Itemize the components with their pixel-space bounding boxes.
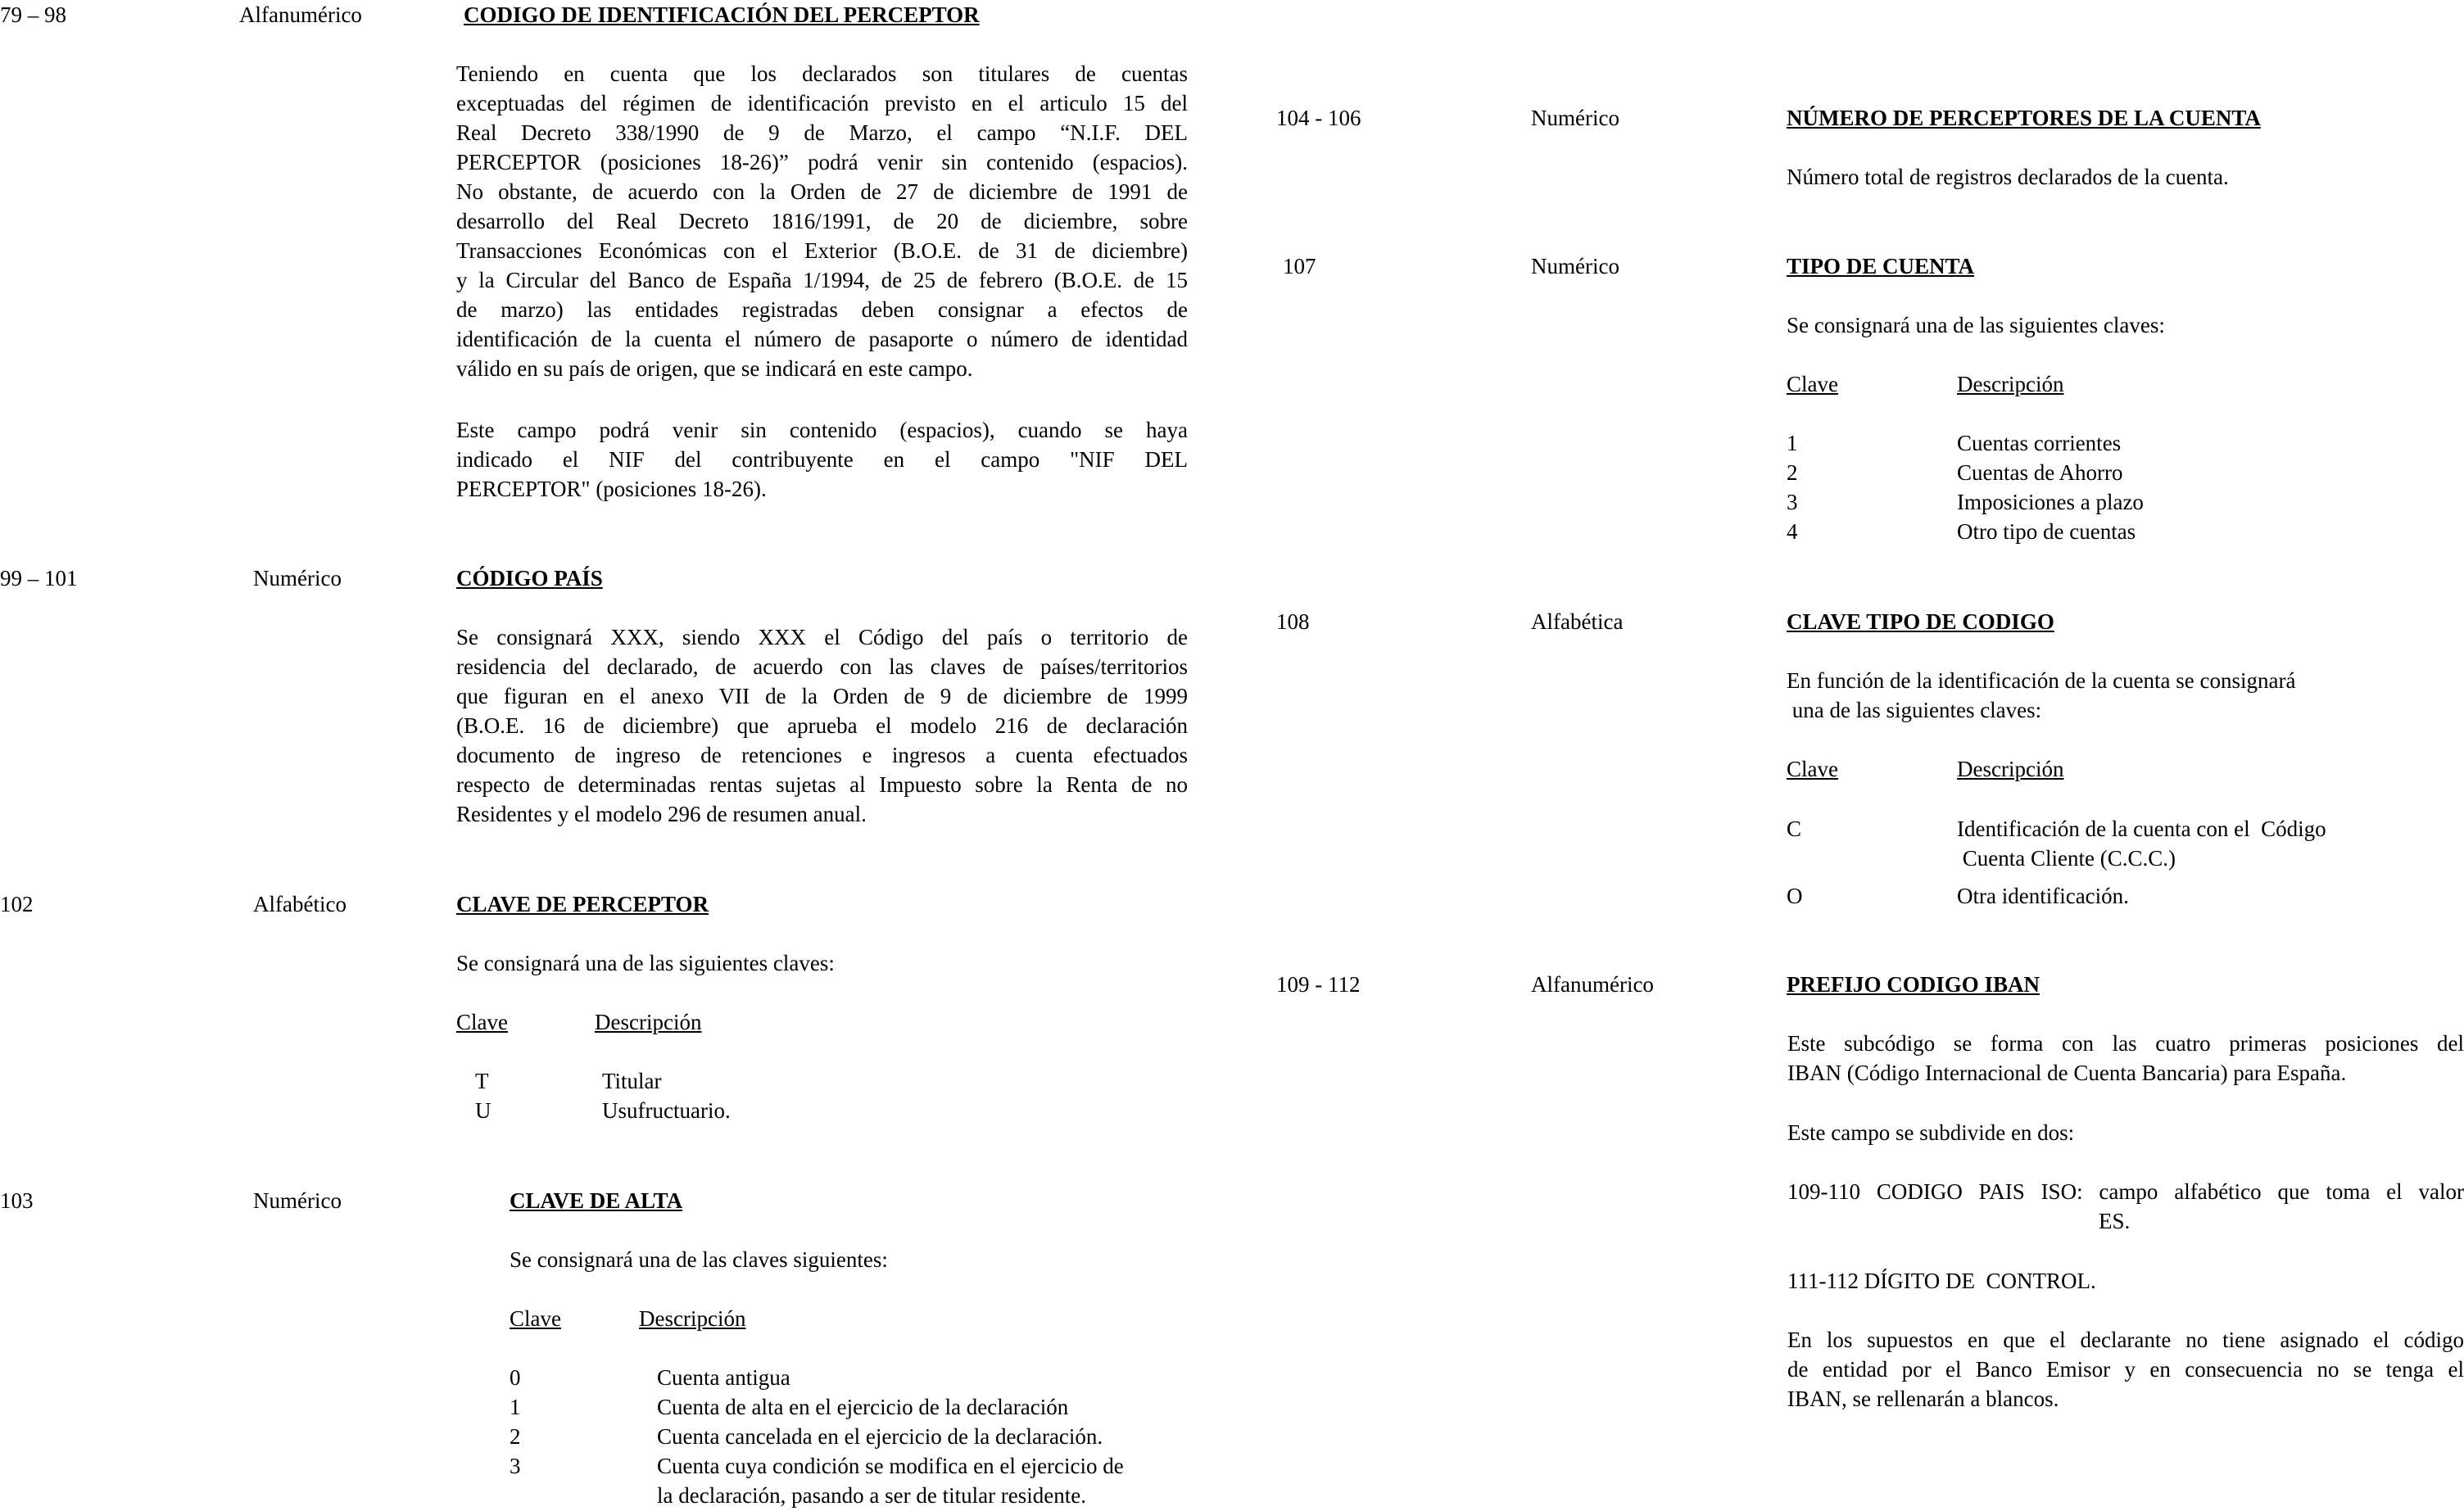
clave-description: Identificación de la cuenta con el Código bbox=[1957, 817, 2326, 841]
clave-description: Cuenta cuya condición se modifica en el ejercicio de bbox=[657, 1454, 1124, 1478]
clave-description-continuation: Cuenta Cliente (C.C.C.) bbox=[1957, 846, 2176, 871]
text-line: documento de ingreso de retenciones e ingresos a cuenta efectuados bbox=[456, 743, 1188, 767]
clave-description-continuation: la declaración, pasando a ser de titular residente. bbox=[657, 1483, 1087, 1508]
clave-description: Titular bbox=[602, 1069, 662, 1093]
clave-key: T bbox=[475, 1069, 489, 1093]
text-line: respecto de determinadas rentas sujetas al Impuesto sobre la Renta de no bbox=[456, 772, 1188, 797]
text-line: exceptuadas del régimen de identificación previsto en el articulo 15 del bbox=[456, 91, 1188, 115]
text-line: IBAN, se rellenarán a blancos. bbox=[1787, 1387, 2059, 1411]
title-tipo-cuenta: TIPO DE CUENTA bbox=[1787, 254, 1975, 278]
type-79-98: Alfanumérico bbox=[239, 2, 362, 27]
text-line: desarrollo del Real Decreto 1816/1991, de 20 de diciembre, sobre bbox=[456, 209, 1188, 233]
text-line: En los supuestos en que el declarante no tiene asignado el código bbox=[1787, 1328, 2464, 1352]
intro-clave-tipo-codigo-2: una de las siguientes claves: bbox=[1787, 698, 2042, 722]
intro-clave-alta: Se consignará una de las claves siguientes: bbox=[510, 1247, 888, 1272]
text-line: Este campo podrá venir sin contenido (espacios), cuando se haya bbox=[456, 418, 1188, 442]
text-subdivide: Este campo se subdivide en dos: bbox=[1787, 1120, 2075, 1145]
intro-tipo-cuenta: Se consignará una de las siguientes claves: bbox=[1787, 313, 2165, 337]
text-line: PERCEPTOR" (posiciones 18-26). bbox=[456, 477, 767, 501]
header-clave: Clave bbox=[510, 1306, 561, 1331]
text-line: Este subcódigo se forma con las cuatro primeras posiciones del bbox=[1787, 1031, 2464, 1056]
position-102: 102 bbox=[0, 892, 34, 916]
text-line: 109-110 CODIGO PAIS ISO: campo alfabético que toma el valor bbox=[1787, 1179, 2464, 1204]
position-79-98: 79 – 98 bbox=[0, 2, 66, 27]
text-digito-control: 111-112 DÍGITO DE CONTROL. bbox=[1787, 1269, 2096, 1293]
text-line: residencia del declarado, de acuerdo con las claves de países/territorios bbox=[456, 654, 1188, 679]
position-99-101: 99 – 101 bbox=[0, 566, 78, 590]
title-clave-tipo-codigo: CLAVE TIPO DE CODIGO bbox=[1787, 609, 2054, 634]
paragraph-prefijo-iban-1 bbox=[1787, 1029, 2464, 1088]
clave-key: O bbox=[1787, 884, 1803, 908]
type-109-112: Alfanumérico bbox=[1531, 972, 1654, 997]
clave-description: Cuentas de Ahorro bbox=[1957, 460, 2123, 485]
header-clave: Clave bbox=[456, 1010, 508, 1034]
clave-description: Imposiciones a plazo bbox=[1957, 490, 2144, 514]
text-line: (B.O.E. 16 de diciembre) que aprueba el modelo 216 de declaración bbox=[456, 713, 1188, 738]
clave-key: U bbox=[475, 1098, 491, 1123]
position-107: 107 bbox=[1283, 254, 1316, 278]
text-line: PERCEPTOR (posiciones 18-26)” podrá venir sin contenido (espacios). bbox=[456, 150, 1188, 174]
text-line: indicado el NIF del contribuyente en el campo "NIF DEL bbox=[456, 447, 1188, 472]
type-102: Alfabético bbox=[253, 892, 346, 916]
position-109-112: 109 - 112 bbox=[1276, 972, 1361, 997]
paragraph-codigo-identificacion-2 bbox=[456, 415, 1188, 504]
clave-description: Cuentas corrientes bbox=[1957, 431, 2122, 455]
type-99-101: Numérico bbox=[253, 566, 342, 590]
header-descripcion: Descripción bbox=[639, 1306, 746, 1331]
position-103: 103 bbox=[0, 1188, 34, 1213]
text-line: ES. bbox=[2099, 1209, 2131, 1233]
text-line: Real Decreto 338/1990 de 9 de Marzo, el campo “N.I.F. DEL bbox=[456, 120, 1188, 145]
clave-key: 0 bbox=[510, 1365, 521, 1390]
header-clave: Clave bbox=[1787, 372, 1838, 396]
title-clave-alta: CLAVE DE ALTA bbox=[510, 1188, 683, 1213]
title-codigo-identificacion: CODIGO DE IDENTIFICACIÓN DEL PERCEPTOR bbox=[464, 2, 980, 27]
header-descripcion: Descripción bbox=[1957, 372, 2064, 396]
clave-key: C bbox=[1787, 817, 1802, 841]
title-clave-perceptor: CLAVE DE PERCEPTOR bbox=[456, 892, 709, 916]
clave-key: 3 bbox=[510, 1454, 521, 1478]
clave-key: 4 bbox=[1787, 519, 1798, 544]
header-clave: Clave bbox=[1787, 757, 1838, 781]
type-108: Alfabética bbox=[1531, 609, 1624, 634]
header-descripcion: Descripción bbox=[595, 1010, 702, 1034]
clave-key: 3 bbox=[1787, 490, 1798, 514]
title-numero-perceptores: NÚMERO DE PERCEPTORES DE LA CUENTA bbox=[1787, 106, 2261, 130]
paragraph-codigo-identificacion-1 bbox=[456, 59, 1188, 383]
intro-clave-perceptor: Se consignará una de las siguientes claves: bbox=[456, 951, 835, 975]
intro-clave-tipo-codigo: En función de la identificación de la cuenta se consignará bbox=[1787, 668, 2296, 693]
text-line: y la Circular del Banco de España 1/1994, de 25 de febrero (B.O.E. de 15 bbox=[456, 268, 1188, 292]
paragraph-codigo-pais-iso bbox=[1787, 1177, 2464, 1236]
paragraph-supuestos bbox=[1787, 1325, 2464, 1414]
text-line: identificación de la cuenta el número de pasaporte o número de identidad bbox=[456, 327, 1188, 351]
clave-key: 1 bbox=[1787, 431, 1798, 455]
clave-description: Otra identificación. bbox=[1957, 884, 2129, 908]
text-line: Transacciones Económicas con el Exterior (B.O.E. de 31 de diciembre) bbox=[456, 238, 1188, 263]
paragraph-codigo-pais bbox=[456, 622, 1188, 829]
type-107: Numérico bbox=[1531, 254, 1619, 278]
position-104-106: 104 - 106 bbox=[1276, 106, 1361, 130]
text-line: de entidad por el Banco Emisor y en consecuencia no se tenga el bbox=[1787, 1357, 2464, 1382]
title-codigo-pais: CÓDIGO PAÍS bbox=[456, 566, 603, 590]
title-prefijo-iban: PREFIJO CODIGO IBAN bbox=[1787, 972, 2040, 997]
type-104-106: Numérico bbox=[1531, 106, 1619, 130]
clave-description: Cuenta de alta en el ejercicio de la declaración bbox=[657, 1395, 1069, 1419]
type-103: Numérico bbox=[253, 1188, 342, 1213]
text-line: de marzo) las entidades registradas deben consignar a efectos de bbox=[456, 297, 1188, 322]
text-line: IBAN (Código Internacional de Cuenta Bancaria) para España. bbox=[1787, 1061, 2347, 1085]
text-line: Se consignará XXX, siendo XXX el Código del país o territorio de bbox=[456, 625, 1188, 649]
clave-description: Usufructuario. bbox=[602, 1098, 731, 1123]
text-line: que figuran en el anexo VII de la Orden de 9 de diciembre de 1999 bbox=[456, 684, 1188, 708]
clave-description: Otro tipo de cuentas bbox=[1957, 519, 2136, 544]
clave-key: 2 bbox=[510, 1424, 521, 1449]
position-108: 108 bbox=[1276, 609, 1310, 634]
text-line: Residentes y el modelo 296 de resumen anual. bbox=[456, 802, 867, 826]
clave-description: Cuenta antigua bbox=[657, 1365, 790, 1390]
text-line: No obstante, de acuerdo con la Orden de 27 de diciembre de 1991 de bbox=[456, 179, 1188, 204]
clave-key: 2 bbox=[1787, 460, 1798, 485]
clave-key: 1 bbox=[510, 1395, 521, 1419]
header-descripcion: Descripción bbox=[1957, 757, 2064, 781]
text-numero-perceptores: Número total de registros declarados de la cuenta. bbox=[1787, 165, 2229, 189]
text-line: Teniendo en cuenta que los declarados son titulares de cuentas bbox=[456, 61, 1188, 86]
clave-description: Cuenta cancelada en el ejercicio de la declaración. bbox=[657, 1424, 1103, 1449]
text-line: válido en su país de origen, que se indicará en este campo. bbox=[456, 356, 973, 381]
